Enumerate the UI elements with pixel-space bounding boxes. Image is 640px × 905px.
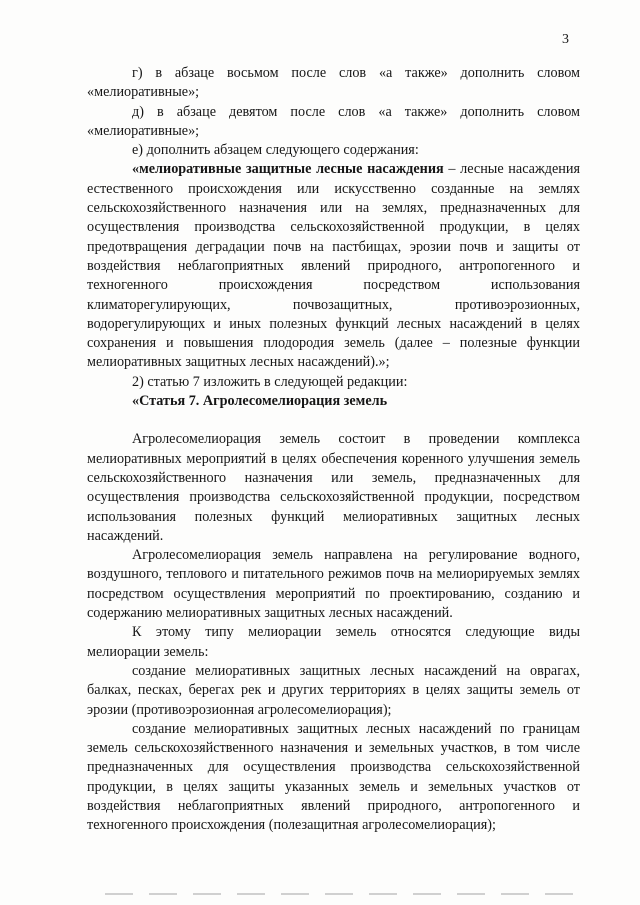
definition-text: – лесные насаждения естественного происхождения или искусственно созданные на землях сельскохозяйственного назначения или на землях, предназначенных для осуществления производства сельскохозяйственной продукции, в целях предотвращения деградации почв на пастбищах, эрозии почв и защиты от воздействия неблагоприятных явлений природного, антропогенного и техногенного происхождения посредством использования климаторегулирующих, почвозащитных, противоэрозионных, водорегулирующих и иных полезных функций лесных насаждений в целях сохранения и повышения плодородия земель (далее – полезные функции мелиоративных защитных лесных насаждений).»; [87,161,580,371]
paragraph-agro-purpose: Агролесомелиорация земель направлена на регулирование водного, воздушного, теплового и питательного режимов почв на мелиорируемых землях посредством осуществления мероприятий по проектированию, созданию и содержанию мелиоративных защитных лесных насаждений. [87,547,580,622]
definition-paragraph [87,160,580,372]
paragraph-agro-definition: Агролесомелиорация земель состоит в проведении комплекса мелиоративных мероприятий в целях обеспечения коренного улучшения земель сельскохозяйственного назначения или земель, предназначенных для осуществления производства сельскохозяйственной продукции, посредством использования полезных функций мелиоративных защитных лесных насаждений. [87,431,580,544]
document-body [87,64,580,836]
paragraph-type-field-protective: создание мелиоративных защитных лесных насаждений по границам земель сельскохозяйственного назначения и земельных участков, в том числе предназначенных для осуществления производства сельскохозяйственной продукции, в целях защиты указанных земель и земельных участков от воздействия неблагоприятных явлений природного, антропогенного и техногенного происхождения (полезащитная агролесомелиорация); [87,720,580,834]
paragraph-item-e: е) дополнить абзацем следующего содержания: [132,142,419,159]
page-number: 3 [562,32,569,47]
blank-line [87,411,580,430]
defined-term: «мелиоративные защитные лесные насаждения [132,161,444,178]
article-heading: «Статья 7. Агролесомелиорация земель [132,393,388,410]
paragraph-item-d: д) в абзаце девятом после слов «а также» дополнить словом «мелиоративные»; [87,103,580,139]
paragraph-item-g: г) в абзаце восьмом после слов «а также» дополнить словом «мелиоративные»; [87,65,580,101]
paragraph-item-2: 2) статью 7 изложить в следующей редакции: [132,373,408,390]
scan-artifact [105,893,575,895]
paragraph-types-intro: К этому типу мелиорации земель относятся следующие виды мелиорации земель: [87,624,580,660]
paragraph-type-anti-erosion: создание мелиоративных защитных лесных насаждений на оврагах, балках, песках, берегах рек и других территориях в целях защиты земель от эрозии (противоэрозионная агролесомелиорация); [87,662,580,718]
